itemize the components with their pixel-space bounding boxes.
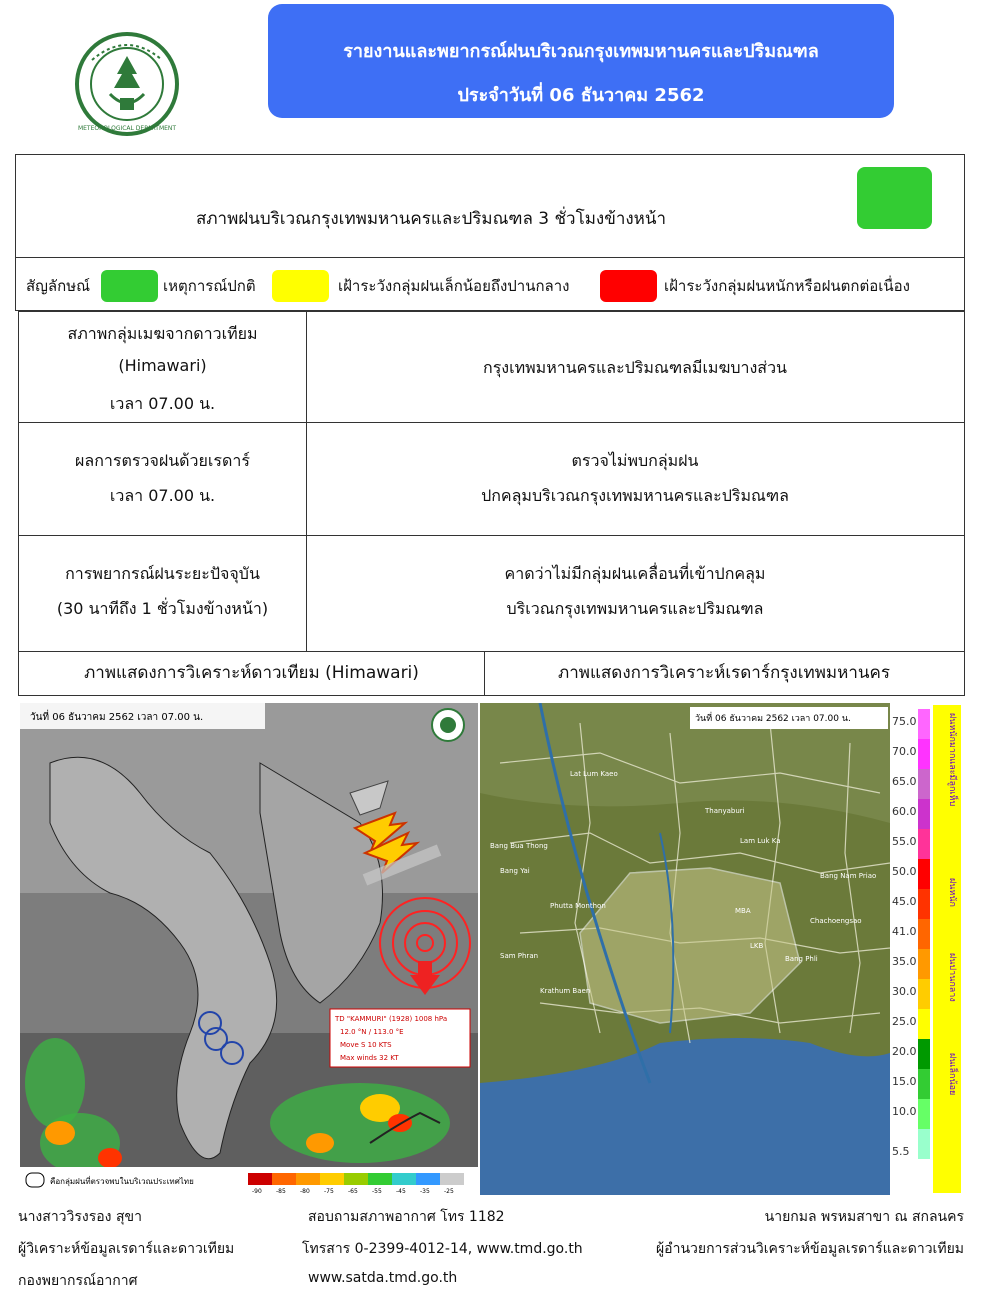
dbz-tick: 75.0 — [892, 715, 917, 728]
storm-wind: Max winds 32 KT — [340, 1054, 399, 1062]
dbz-tick: 35.0 — [892, 955, 917, 968]
footer-right-title: ผู้อำนวยการส่วนวิเคราะห์ข้อมูลเรดาร์และดาวเทียม — [655, 1241, 964, 1257]
status-row — [15, 154, 965, 258]
legend-label: สัญลักษณ์ — [26, 277, 91, 295]
place-label: Bang Yai — [500, 867, 530, 875]
nowcast-range: (30 นาทีถึง 1 ชั่วโมงข้างหน้า) — [56, 599, 269, 618]
dbz-tick: 20.0 — [892, 1045, 917, 1058]
nowcast-value-1: คาดว่าไม่มีกลุ่มฝนเคลื่อนที่เข้าปกคลุม — [504, 564, 766, 583]
storm-name: TD "KAMMURI" (1928) 1008 hPa — [335, 1015, 448, 1023]
place-label: Thanyaburi — [705, 807, 745, 815]
place-label: Phutta Monthon — [550, 902, 606, 910]
table-row-satellite — [18, 311, 965, 423]
storm-position: 12.0 °N / 113.0 °E — [340, 1028, 404, 1036]
temp-tick: -65 — [348, 1188, 358, 1195]
temp-tick: -55 — [372, 1188, 382, 1195]
table-row-nowcast — [18, 535, 965, 652]
place-label: LKB — [750, 942, 764, 950]
dbz-tick: 70.0 — [892, 745, 917, 758]
legend-swatch-normal — [101, 270, 158, 302]
footer-left-title: ผู้วิเคราะห์ข้อมูลเรดาร์และดาวเทียม — [18, 1241, 235, 1257]
dbz-tick: 10.0 — [892, 1105, 917, 1118]
legend-watch: เฝ้าระวังกลุ่มฝนเล็กน้อยถึงปานกลาง — [338, 277, 570, 295]
radar-value-1: ตรวจไม่พบกลุ่มฝน — [571, 451, 699, 470]
dbz-tick: 30.0 — [892, 985, 917, 998]
radar-value-2: ปกคลุมบริเวณกรุงเทพมหานครและปริมณฑล — [481, 486, 789, 505]
legend-normal: เหตุการณ์ปกติ — [163, 277, 256, 295]
dbz-tick: 5.5 — [892, 1145, 910, 1158]
satellite-caption: ภาพแสดงการวิเคราะห์ดาวเทียม (Himawari) — [19, 652, 485, 695]
place-label: Lam Luk Ka — [740, 837, 781, 845]
temp-tick: -85 — [276, 1188, 286, 1195]
dbz-tick: 60.0 — [892, 805, 917, 818]
table-row-radar — [18, 422, 965, 536]
temp-tick: -25 — [444, 1188, 454, 1195]
band-label-light: ฝนเล็กน้อย — [947, 1053, 957, 1096]
satellite-time: เวลา 07.00 น. — [109, 394, 216, 413]
satellite-source: (Himawari) — [118, 356, 207, 375]
footer-website[interactable]: www.satda.tmd.go.th — [308, 1270, 458, 1286]
footer-right-name: นายกมล พรหมสาขา ณ สกลนคร — [764, 1209, 964, 1225]
place-label: Chachoengsao — [810, 917, 862, 925]
nowcast-value-2: บริเวณกรุงเทพมหานครและปริมณฑล — [506, 599, 764, 618]
place-label: Bang Phli — [785, 955, 818, 963]
radar-label: ผลการตรวจฝนด้วยเรดาร์ — [75, 451, 250, 470]
legend-row — [15, 257, 965, 311]
legend-swatch-watch — [272, 270, 329, 302]
legend-swatch-warning — [600, 270, 657, 302]
storm-movement: Move S 10 KTS — [340, 1041, 392, 1049]
dbz-tick: 41.0 — [892, 925, 917, 938]
status-indicator — [857, 167, 932, 229]
dbz-tick: 65.0 — [892, 775, 917, 788]
footer-fax[interactable]: โทรสาร 0-2399-4012-14, www.tmd.go.th — [302, 1241, 583, 1257]
band-label-heavy-hail: ฝนหนักมากและมีลูกเห็บ — [947, 713, 957, 807]
footer-left-name: นางสาววิรงรอง สุขา — [18, 1209, 142, 1225]
logo-text: METEOROLOGICAL DEPARTMENT — [77, 125, 177, 132]
temp-tick: -90 — [252, 1188, 262, 1195]
temp-tick: -35 — [420, 1188, 430, 1195]
image-captions — [18, 651, 965, 696]
dbz-tick: 25.0 — [892, 1015, 917, 1028]
temp-tick: -75 — [324, 1188, 334, 1195]
place-label: Bang Bua Thong — [490, 842, 548, 850]
band-label-heavy: ฝนหนัก — [947, 878, 957, 907]
place-label: Sam Phran — [500, 952, 539, 960]
footer-phone: สอบถามสภาพอากาศ โทร 1182 — [308, 1209, 505, 1225]
dbz-tick: 15.0 — [892, 1075, 917, 1088]
nowcast-label: การพยากรณ์ฝนระยะปัจจุบัน — [65, 564, 260, 583]
dbz-tick: 45.0 — [892, 895, 917, 908]
satellite-value: กรุงเทพมหานครและปริมณฑลมีเมฆบางส่วน — [483, 358, 787, 377]
tmd-logo — [62, 30, 192, 138]
sat-legend-note: คือกลุ่มฝนที่ตรวจพบในบริเวณประเทศไทย — [50, 1177, 194, 1186]
dbz-tick: 55.0 — [892, 835, 917, 848]
radar-time: เวลา 07.00 น. — [109, 486, 216, 505]
radar-caption: ภาพแสดงการวิเคราะห์เรดาร์กรุงเทพมหานคร — [557, 663, 891, 683]
status-title: สภาพฝนบริเวณกรุงเทพมหานครและปริมณฑล 3 ชั่วโมงข้างหน้า — [195, 209, 667, 229]
radar-stamp: วันที่ 06 ธันวาคม 2562 เวลา 07.00 น. — [695, 714, 851, 724]
footer-left-dept: กองพยากรณ์อากาศ — [18, 1273, 138, 1289]
dbz-tick: 50.0 — [892, 865, 917, 878]
title-banner — [268, 4, 894, 118]
report-date: ประจำวันที่ 06 ธันวาคม 2562 — [457, 85, 705, 106]
temp-tick: -80 — [300, 1188, 310, 1195]
place-label: Lat Lum Kaeo — [570, 770, 618, 778]
place-label: MBA — [735, 907, 751, 915]
temp-tick: -45 — [396, 1188, 406, 1195]
radar-image — [480, 703, 965, 1195]
satellite-image — [20, 703, 478, 1195]
place-label: Bang Nam Priao — [820, 872, 877, 880]
band-label-moderate: ฝนปานกลาง — [947, 953, 957, 1002]
report-title: รายงานและพยากรณ์ฝนบริเวณกรุงเทพมหานครและปริมณฑล — [343, 41, 819, 62]
satellite-label: สภาพกลุ่มเมฆจากดาวเทียม — [67, 324, 258, 343]
place-label: Krathum Baen — [540, 987, 591, 995]
legend-warning: เฝ้าระวังกลุ่มฝนหนักหรือฝนตกต่อเนื่อง — [664, 277, 910, 295]
sat-stamp: วันที่ 06 ธันวาคม 2562 เวลา 07.00 น. — [30, 712, 204, 723]
